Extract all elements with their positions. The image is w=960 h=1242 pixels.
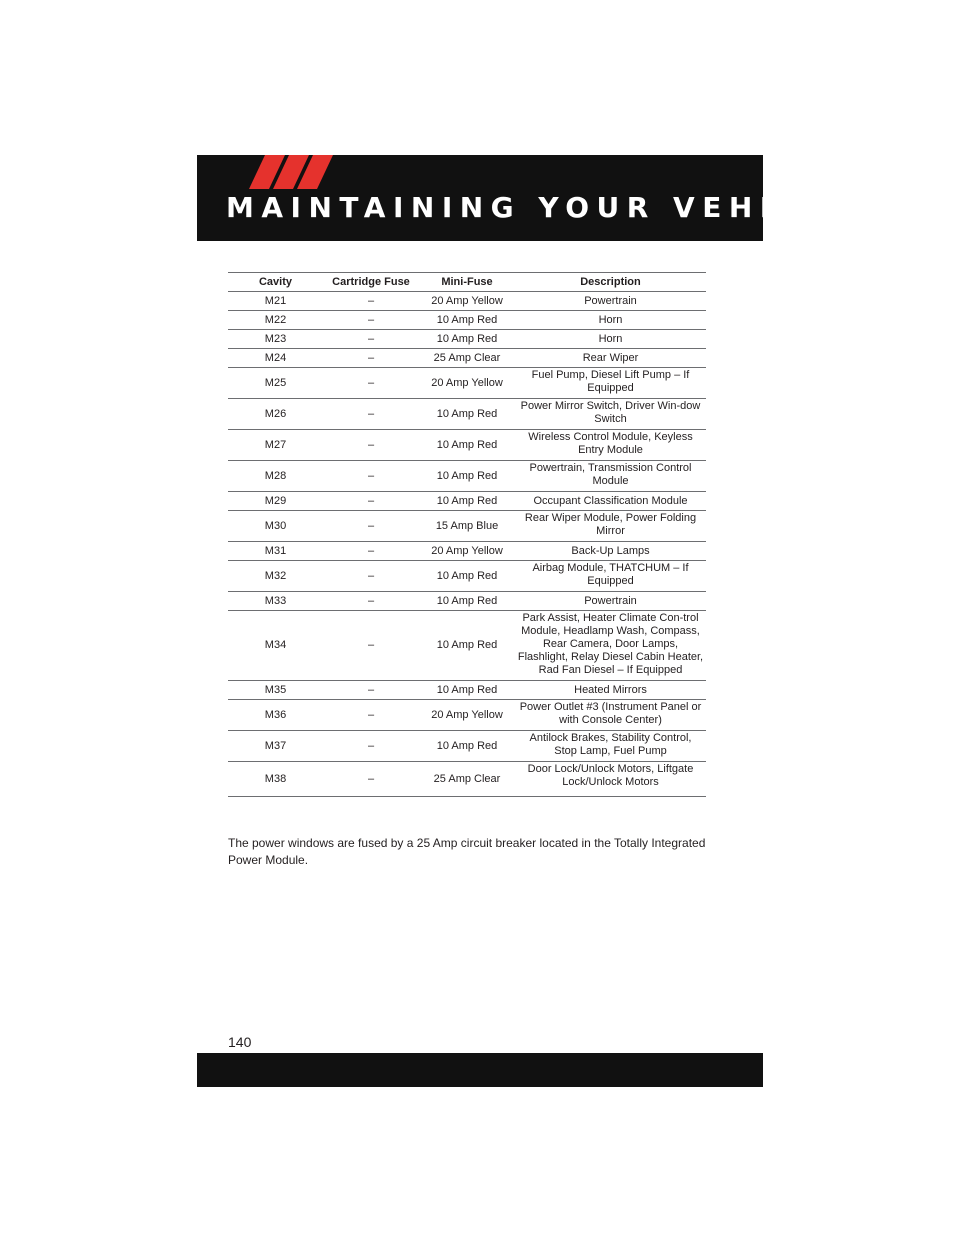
cell-description: Occupant Classification Module [515, 492, 706, 511]
cell-cavity: M33 [228, 592, 323, 611]
cell-description: Power Outlet #3 (Instrument Panel or with Console Center) [515, 700, 706, 731]
cell-mini-fuse: 10 Amp Red [419, 399, 515, 430]
cell-mini-fuse: 10 Amp Red [419, 592, 515, 611]
cell-cartridge-fuse: – [323, 592, 419, 611]
cell-cavity: M35 [228, 681, 323, 700]
cell-cartridge-fuse: – [323, 681, 419, 700]
cell-cartridge-fuse: – [323, 731, 419, 762]
column-header-mini-fuse: Mini-Fuse [419, 273, 515, 292]
cell-cartridge-fuse: – [323, 561, 419, 592]
cell-cartridge-fuse: – [323, 311, 419, 330]
cell-cavity: M34 [228, 611, 323, 681]
cell-description: Horn [515, 330, 706, 349]
cell-mini-fuse: 10 Amp Red [419, 731, 515, 762]
section-title: MAINTAINING YOUR VEHICLE [226, 191, 858, 224]
cell-description: Powertrain [515, 292, 706, 311]
table-row [228, 561, 706, 592]
cell-cartridge-fuse: – [323, 542, 419, 561]
cell-cavity: M32 [228, 561, 323, 592]
table-row [228, 511, 706, 542]
cell-mini-fuse: 10 Amp Red [419, 561, 515, 592]
cell-cavity: M28 [228, 461, 323, 492]
cell-cartridge-fuse: – [323, 330, 419, 349]
cell-mini-fuse: 15 Amp Blue [419, 511, 515, 542]
cell-cavity: M22 [228, 311, 323, 330]
cell-mini-fuse: 25 Amp Clear [419, 762, 515, 797]
racing-stripes-logo [247, 155, 337, 189]
cell-mini-fuse: 10 Amp Red [419, 430, 515, 461]
table-row [228, 542, 706, 561]
cell-description: Antilock Brakes, Stability Control, Stop Lamp, Fuel Pump [515, 731, 706, 762]
cell-cavity: M24 [228, 349, 323, 368]
table-row [228, 292, 706, 311]
cell-description: Rear Wiper Module, Power Folding Mirror [515, 511, 706, 542]
cell-cartridge-fuse: – [323, 368, 419, 399]
table-row [228, 611, 706, 681]
cell-mini-fuse: 10 Amp Red [419, 311, 515, 330]
table-row [228, 731, 706, 762]
cell-mini-fuse: 10 Amp Red [419, 461, 515, 492]
cell-mini-fuse: 10 Amp Red [419, 681, 515, 700]
section-header-bar [197, 155, 858, 241]
table-row [228, 311, 706, 330]
cell-description: Horn [515, 311, 706, 330]
cell-cartridge-fuse: – [323, 511, 419, 542]
table-row [228, 762, 706, 797]
cell-description: Powertrain [515, 592, 706, 611]
table-row [228, 592, 706, 611]
column-header-description: Description [515, 273, 706, 292]
footer-bar [197, 1053, 763, 1087]
cell-cartridge-fuse: – [323, 430, 419, 461]
cell-mini-fuse: 10 Amp Red [419, 611, 515, 681]
table-row [228, 368, 706, 399]
cell-cavity: M36 [228, 700, 323, 731]
cell-description: Powertrain, Transmission Control Module [515, 461, 706, 492]
cell-cartridge-fuse: – [323, 611, 419, 681]
cell-mini-fuse: 20 Amp Yellow [419, 700, 515, 731]
cell-cavity: M38 [228, 762, 323, 797]
cell-description: Wireless Control Module, Keyless Entry Module [515, 430, 706, 461]
circuit-breaker-note: The power windows are fused by a 25 Amp circuit breaker located in the Totally Integrated Power Module. [228, 836, 706, 867]
cell-cavity: M27 [228, 430, 323, 461]
cell-cavity: M31 [228, 542, 323, 561]
fuse-table-body [228, 292, 706, 797]
cell-description: Airbag Module, THATCHUM – If Equipped [515, 561, 706, 592]
cell-mini-fuse: 20 Amp Yellow [419, 368, 515, 399]
table-row [228, 492, 706, 511]
fuse-table [228, 272, 706, 797]
cell-description: Back-Up Lamps [515, 542, 706, 561]
column-header-cavity: Cavity [228, 273, 323, 292]
cell-cartridge-fuse: – [323, 461, 419, 492]
cell-mini-fuse: 10 Amp Red [419, 492, 515, 511]
cell-description: Rear Wiper [515, 349, 706, 368]
cell-cartridge-fuse: – [323, 700, 419, 731]
cell-mini-fuse: 20 Amp Yellow [419, 292, 515, 311]
cell-description: Power Mirror Switch, Driver Win-dow Switch [515, 399, 706, 430]
cell-cartridge-fuse: – [323, 399, 419, 430]
cell-mini-fuse: 25 Amp Clear [419, 349, 515, 368]
cell-cartridge-fuse: – [323, 492, 419, 511]
table-row [228, 700, 706, 731]
cell-cartridge-fuse: – [323, 349, 419, 368]
table-row [228, 430, 706, 461]
cell-cavity: M29 [228, 492, 323, 511]
cell-cavity: M30 [228, 511, 323, 542]
cell-description: Park Assist, Heater Climate Con-trol Module, Headlamp Wash, Compass, Rear Camera, Door Lamps, Flashlight, Relay Diesel Cabin Heater, Rad Fan Diesel – If Equipped [515, 611, 706, 681]
cell-cavity: M21 [228, 292, 323, 311]
column-header-cartridge-fuse: Cartridge Fuse [323, 273, 419, 292]
table-header-row [228, 273, 706, 292]
cell-cavity: M37 [228, 731, 323, 762]
cell-mini-fuse: 20 Amp Yellow [419, 542, 515, 561]
cell-cavity: M25 [228, 368, 323, 399]
table-row [228, 681, 706, 700]
page-number: 140 [228, 1034, 252, 1050]
cell-description: Fuel Pump, Diesel Lift Pump – If Equipped [515, 368, 706, 399]
table-row [228, 399, 706, 430]
cell-cavity: M26 [228, 399, 323, 430]
table-row [228, 330, 706, 349]
cell-cavity: M23 [228, 330, 323, 349]
cell-description: Heated Mirrors [515, 681, 706, 700]
cell-description: Door Lock/Unlock Motors, Liftgate Lock/Unlock Motors [515, 762, 706, 797]
table-row [228, 461, 706, 492]
cell-cartridge-fuse: – [323, 292, 419, 311]
cell-cartridge-fuse: – [323, 762, 419, 797]
cell-mini-fuse: 10 Amp Red [419, 330, 515, 349]
table-row [228, 349, 706, 368]
